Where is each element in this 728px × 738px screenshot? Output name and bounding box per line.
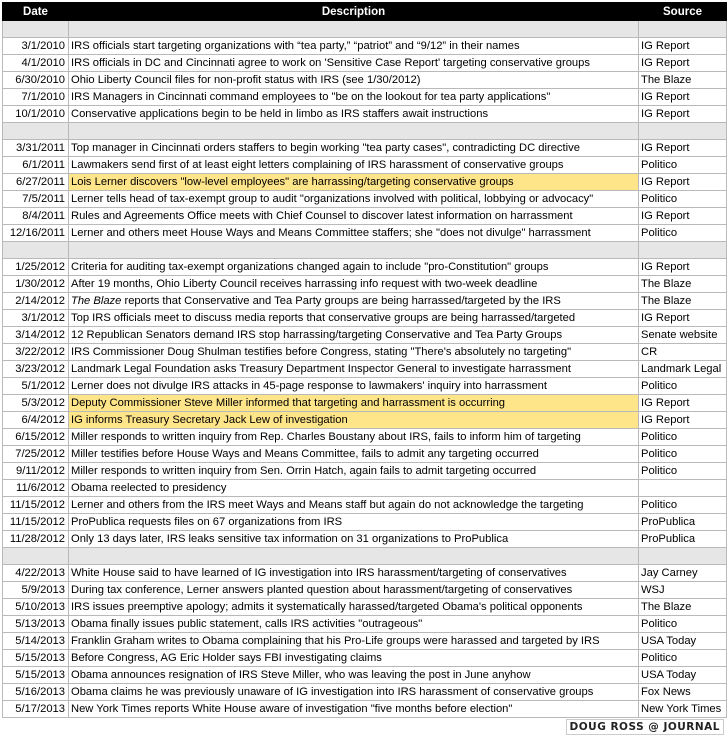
description-text: reports that Conservative and Tea Party groups are being harrassed/targeted by the IRS bbox=[121, 294, 561, 307]
source-column-header: Source bbox=[639, 3, 727, 21]
description-cell: IRS issues preemptive apology; admits it systematically harassed/targeted Obama's political opponents bbox=[69, 599, 639, 616]
table-row bbox=[3, 395, 727, 412]
spacer-cell bbox=[69, 548, 639, 565]
table-row bbox=[3, 327, 727, 344]
source-cell: IG Report bbox=[639, 412, 727, 429]
date-cell: 6/30/2010 bbox=[3, 72, 69, 89]
journal-logo: DOUG ROSS @ JOURNAL bbox=[566, 719, 724, 735]
source-cell: IG Report bbox=[639, 38, 727, 55]
table-row bbox=[3, 633, 727, 650]
date-cell: 6/27/2011 bbox=[3, 174, 69, 191]
source-cell: Fox News bbox=[639, 684, 727, 701]
section-spacer-row bbox=[3, 548, 727, 565]
description-cell: Criteria for auditing tax-exempt organizations changed again to include "pro-Constitution" groups bbox=[69, 259, 639, 276]
source-cell: IG Report bbox=[639, 174, 727, 191]
source-cell: Politico bbox=[639, 378, 727, 395]
description-cell: Ohio Liberty Council files for non-profit status with IRS (see 1/30/2012) bbox=[69, 72, 639, 89]
source-cell: The Blaze bbox=[639, 293, 727, 310]
table-row bbox=[3, 684, 727, 701]
source-cell: CR bbox=[639, 344, 727, 361]
date-cell: 3/1/2012 bbox=[3, 310, 69, 327]
description-cell: Miller responds to written inquiry from Rep. Charles Boustany about IRS, fails to inform him of targeting bbox=[69, 429, 639, 446]
source-cell: IG Report bbox=[639, 208, 727, 225]
source-cell: IG Report bbox=[639, 259, 727, 276]
section-spacer-row bbox=[3, 123, 727, 140]
description-cell: Top manager in Cincinnati orders staffers to begin working "tea party cases", contradicting DC directive bbox=[69, 140, 639, 157]
table-row bbox=[3, 140, 727, 157]
table-row bbox=[3, 208, 727, 225]
date-cell: 7/5/2011 bbox=[3, 191, 69, 208]
spacer-cell bbox=[3, 548, 69, 565]
description-cell: Conservative applications begin to be held in limbo as IRS staffers await instructions bbox=[69, 106, 639, 123]
table-row bbox=[3, 531, 727, 548]
description-cell: Deputy Commissioner Steve Miller informed that targeting and harrassment is occurring bbox=[69, 395, 639, 412]
table-row bbox=[3, 412, 727, 429]
spacer-cell bbox=[3, 123, 69, 140]
description-cell: Obama claims he was previously unaware of IG investigation into IRS harassment of conservative groups bbox=[69, 684, 639, 701]
table-row bbox=[3, 361, 727, 378]
italic-publication-name: The Blaze bbox=[71, 294, 122, 307]
source-cell: IG Report bbox=[639, 140, 727, 157]
table-row bbox=[3, 259, 727, 276]
date-cell: 9/11/2012 bbox=[3, 463, 69, 480]
description-cell: Miller testifies before House Ways and Means Committee, fails to admit any targeting occurred bbox=[69, 446, 639, 463]
table-row bbox=[3, 225, 727, 242]
source-cell: Senate website bbox=[639, 327, 727, 344]
table-row bbox=[3, 89, 727, 106]
description-cell: Lerner does not divulge IRS attacks in 45-page response to lawmakers' inquiry into harrassment bbox=[69, 378, 639, 395]
date-cell: 7/25/2012 bbox=[3, 446, 69, 463]
description-cell: IRS Commissioner Doug Shulman testifies before Congress, stating "There's absolutely no targeting" bbox=[69, 344, 639, 361]
description-cell: 12 Republican Senators demand IRS stop harrassing/targeting Conservative and Tea Party Groups bbox=[69, 327, 639, 344]
date-cell: 5/1/2012 bbox=[3, 378, 69, 395]
date-cell: 5/3/2012 bbox=[3, 395, 69, 412]
description-cell: Before Congress, AG Eric Holder says FBI investigating claims bbox=[69, 650, 639, 667]
table-row bbox=[3, 293, 727, 310]
description-cell: New York Times reports White House aware of investigation "five months before election" bbox=[69, 701, 639, 718]
description-cell: Landmark Legal Foundation asks Treasury Department Inspector General to investigate harrassment bbox=[69, 361, 639, 378]
table-row bbox=[3, 276, 727, 293]
date-cell: 4/1/2010 bbox=[3, 55, 69, 72]
date-cell: 5/14/2013 bbox=[3, 633, 69, 650]
description-cell: Franklin Graham writes to Obama complaining that his Pro-Life groups were harassed and targeted by IRS bbox=[69, 633, 639, 650]
source-cell: ProPublica bbox=[639, 514, 727, 531]
description-cell: After 19 months, Ohio Liberty Council receives harrassing info request with two-week deadline bbox=[69, 276, 639, 293]
source-cell: WSJ bbox=[639, 582, 727, 599]
date-cell: 12/16/2011 bbox=[3, 225, 69, 242]
date-column-header: Date bbox=[3, 3, 69, 21]
table-row bbox=[3, 344, 727, 361]
source-cell: IG Report bbox=[639, 395, 727, 412]
spacer-cell bbox=[639, 242, 727, 259]
description-cell: IRS officials in DC and Cincinnati agree to work on 'Sensitive Case Report' targeting conservative groups bbox=[69, 55, 639, 72]
description-column-header: Description bbox=[69, 3, 639, 21]
date-cell: 2/14/2012 bbox=[3, 293, 69, 310]
source-cell: IG Report bbox=[639, 106, 727, 123]
source-cell: Landmark Legal bbox=[639, 361, 727, 378]
date-cell: 3/31/2011 bbox=[3, 140, 69, 157]
table-row bbox=[3, 55, 727, 72]
spacer-cell bbox=[3, 21, 69, 38]
date-cell: 5/15/2013 bbox=[3, 667, 69, 684]
description-cell bbox=[69, 293, 639, 310]
description-cell: Obama finally issues public statement, calls IRS activities "outrageous" bbox=[69, 616, 639, 633]
source-cell: IG Report bbox=[639, 55, 727, 72]
timeline-table bbox=[2, 2, 727, 718]
description-cell: Rules and Agreements Office meets with Chief Counsel to discover latest information on harrassment bbox=[69, 208, 639, 225]
table-row bbox=[3, 106, 727, 123]
source-cell: New York Times bbox=[639, 701, 727, 718]
table-row bbox=[3, 599, 727, 616]
source-cell: The Blaze bbox=[639, 276, 727, 293]
description-cell: IRS officials start targeting organizations with “tea party,” “patriot” and “9/12” in their names bbox=[69, 38, 639, 55]
section-spacer-row bbox=[3, 21, 727, 38]
table-row bbox=[3, 701, 727, 718]
table-row bbox=[3, 72, 727, 89]
table-row bbox=[3, 191, 727, 208]
source-cell: Politico bbox=[639, 497, 727, 514]
timeline-body bbox=[3, 21, 727, 718]
description-cell: Lois Lerner discovers "low-level employees" are harrassing/targeting conservative groups bbox=[69, 174, 639, 191]
source-cell: Politico bbox=[639, 446, 727, 463]
table-row bbox=[3, 378, 727, 395]
date-cell: 6/4/2012 bbox=[3, 412, 69, 429]
source-cell bbox=[639, 480, 727, 497]
source-cell: Politico bbox=[639, 157, 727, 174]
date-cell: 11/6/2012 bbox=[3, 480, 69, 497]
date-cell: 1/25/2012 bbox=[3, 259, 69, 276]
date-cell: 5/15/2013 bbox=[3, 650, 69, 667]
table-row bbox=[3, 565, 727, 582]
source-cell: IG Report bbox=[639, 89, 727, 106]
date-cell: 5/10/2013 bbox=[3, 599, 69, 616]
date-cell: 11/15/2012 bbox=[3, 514, 69, 531]
table-row bbox=[3, 310, 727, 327]
date-cell: 6/15/2012 bbox=[3, 429, 69, 446]
table-row bbox=[3, 429, 727, 446]
description-cell: Lerner and others meet House Ways and Means Committee staffers; she "does not divulge" harrassment bbox=[69, 225, 639, 242]
table-row bbox=[3, 514, 727, 531]
date-cell: 8/4/2011 bbox=[3, 208, 69, 225]
date-cell: 5/16/2013 bbox=[3, 684, 69, 701]
source-cell: Jay Carney bbox=[639, 565, 727, 582]
spacer-cell bbox=[69, 242, 639, 259]
source-cell: USA Today bbox=[639, 667, 727, 684]
description-cell: Lawmakers send first of at least eight letters complaining of IRS harassment of conservative groups bbox=[69, 157, 639, 174]
description-cell: ProPublica requests files on 67 organizations from IRS bbox=[69, 514, 639, 531]
spacer-cell bbox=[69, 21, 639, 38]
table-row bbox=[3, 616, 727, 633]
description-cell: White House said to have learned of IG investigation into IRS harassment/targeting of conservatives bbox=[69, 565, 639, 582]
source-cell: ProPublica bbox=[639, 531, 727, 548]
date-cell: 5/17/2013 bbox=[3, 701, 69, 718]
description-cell: IRS Managers in Cincinnati command employees to "be on the lookout for tea party applications" bbox=[69, 89, 639, 106]
date-cell: 3/1/2010 bbox=[3, 38, 69, 55]
date-cell: 1/30/2012 bbox=[3, 276, 69, 293]
table-row bbox=[3, 446, 727, 463]
source-cell: USA Today bbox=[639, 633, 727, 650]
table-row bbox=[3, 582, 727, 599]
date-cell: 6/1/2011 bbox=[3, 157, 69, 174]
date-cell: 3/14/2012 bbox=[3, 327, 69, 344]
table-row bbox=[3, 38, 727, 55]
description-cell: Miller responds to written inquiry from Sen. Orrin Hatch, again fails to admit targeting occurred bbox=[69, 463, 639, 480]
source-cell: Politico bbox=[639, 225, 727, 242]
source-cell: Politico bbox=[639, 191, 727, 208]
date-cell: 4/22/2013 bbox=[3, 565, 69, 582]
table-row bbox=[3, 463, 727, 480]
description-cell: Lerner tells head of tax-exempt group to audit "organizations involved with political, lobbying or advocacy" bbox=[69, 191, 639, 208]
date-cell: 5/9/2013 bbox=[3, 582, 69, 599]
spacer-cell bbox=[639, 21, 727, 38]
table-row bbox=[3, 497, 727, 514]
description-cell: Obama announces resignation of IRS Steve Miller, who was leaving the post in June anyhow bbox=[69, 667, 639, 684]
table-row bbox=[3, 174, 727, 191]
date-cell: 7/1/2010 bbox=[3, 89, 69, 106]
header-row bbox=[3, 3, 727, 21]
description-cell: Only 13 days later, IRS leaks sensitive tax information on 31 organizations to ProPublica bbox=[69, 531, 639, 548]
spacer-cell bbox=[639, 123, 727, 140]
description-cell: Lerner and others from the IRS meet Ways and Means staff but again do not acknowledge the targeting bbox=[69, 497, 639, 514]
date-cell: 10/1/2010 bbox=[3, 106, 69, 123]
date-cell: 5/13/2013 bbox=[3, 616, 69, 633]
source-cell: Politico bbox=[639, 463, 727, 480]
table-row bbox=[3, 650, 727, 667]
table-row bbox=[3, 667, 727, 684]
date-cell: 11/28/2012 bbox=[3, 531, 69, 548]
table-row bbox=[3, 480, 727, 497]
spacer-cell bbox=[639, 548, 727, 565]
table-row bbox=[3, 157, 727, 174]
spacer-cell bbox=[3, 242, 69, 259]
date-cell: 3/23/2012 bbox=[3, 361, 69, 378]
date-cell: 3/22/2012 bbox=[3, 344, 69, 361]
description-cell: During tax conference, Lerner answers planted question about harassment/targeting of conservatives bbox=[69, 582, 639, 599]
source-cell: IG Report bbox=[639, 310, 727, 327]
source-cell: Politico bbox=[639, 616, 727, 633]
section-spacer-row bbox=[3, 242, 727, 259]
source-cell: The Blaze bbox=[639, 72, 727, 89]
source-cell: The Blaze bbox=[639, 599, 727, 616]
description-cell: Top IRS officials meet to discuss media reports that conservative groups are being harrassed/targeted bbox=[69, 310, 639, 327]
source-cell: Politico bbox=[639, 429, 727, 446]
spacer-cell bbox=[69, 123, 639, 140]
source-cell: Politico bbox=[639, 650, 727, 667]
description-cell: Obama reelected to presidency bbox=[69, 480, 639, 497]
date-cell: 11/15/2012 bbox=[3, 497, 69, 514]
description-cell: IG informs Treasury Secretary Jack Lew of investigation bbox=[69, 412, 639, 429]
